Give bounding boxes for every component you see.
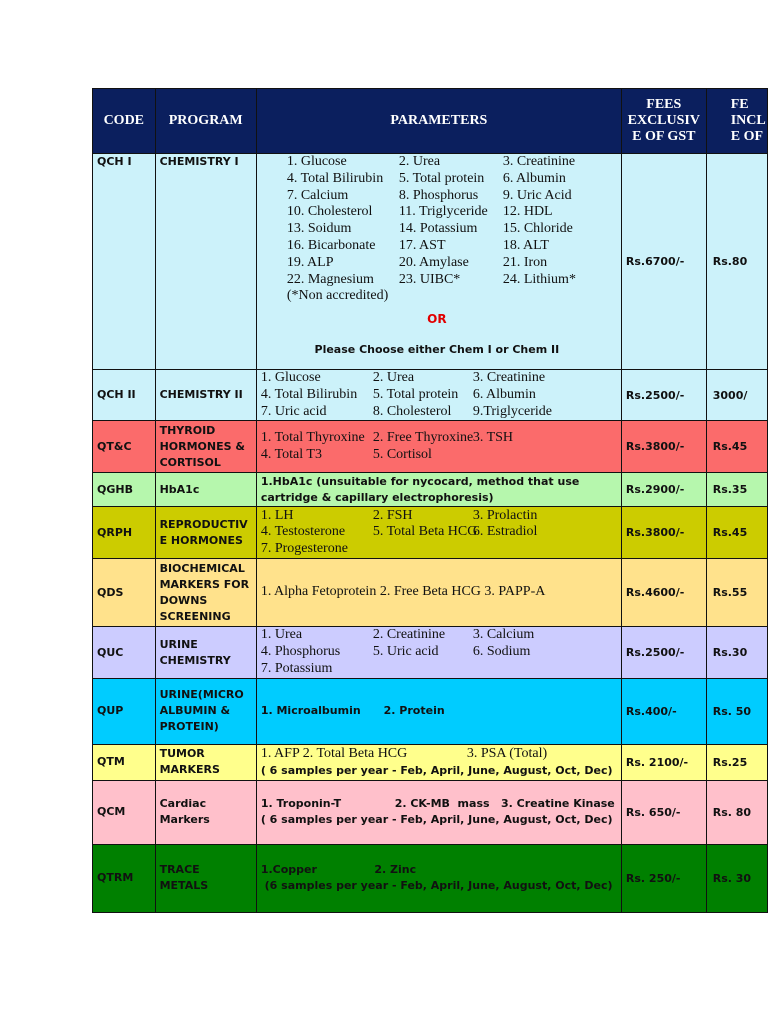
fee-exclusive-gst: Rs.2900/-	[621, 473, 706, 507]
parameter-item: 8. Cholesterol	[372, 403, 452, 419]
row-parameters	[256, 154, 621, 370]
parameter-item: 2. Urea	[398, 154, 441, 169]
table-row	[93, 154, 768, 370]
parameter-item: 6. Estradiol	[472, 524, 538, 540]
row-program: HbA1c	[155, 473, 256, 507]
parameter-item: 4. Total Bilirubin	[260, 386, 358, 402]
table-row	[93, 744, 768, 780]
header-parameters: PARAMETERS	[256, 89, 621, 154]
parameter-item: 2. Free Thyroxine	[372, 430, 474, 446]
parameter-item: 18. ALT	[502, 237, 549, 253]
header-fees-inclusive: FE INCL E OF	[706, 89, 767, 154]
parameter-item: 5. Total Beta HCG	[372, 524, 478, 540]
parameter-line	[287, 204, 617, 221]
row-code: QRPH	[93, 507, 156, 559]
table-row	[93, 370, 768, 421]
parameter-item: 7. Progesterone	[260, 541, 348, 557]
table-row	[93, 421, 768, 473]
fee-exclusive-gst: Rs.2500/-	[621, 627, 706, 678]
parameter-item: 19. ALP	[286, 254, 334, 270]
fee-inclusive-gst: Rs. 30	[706, 844, 767, 912]
parameter-item: 1. AFP 2. Total Beta HCG	[260, 745, 408, 761]
fee-exclusive-gst: Rs.3800/-	[621, 507, 706, 559]
parameter-line	[261, 387, 617, 404]
row-program: CHEMISTRY I	[155, 154, 256, 370]
table-row	[93, 559, 768, 627]
row-program: CHEMISTRY II	[155, 370, 256, 421]
fee-inclusive-gst: Rs.55	[706, 559, 767, 627]
parameter-item: 23. UIBC*	[398, 271, 461, 287]
parameter-item: 3. Prolactin	[472, 507, 538, 523]
table-row	[93, 473, 768, 507]
parameter-line	[287, 288, 617, 305]
row-parameters	[256, 559, 621, 627]
row-code: QCM	[93, 780, 156, 844]
row-code: QCH II	[93, 370, 156, 421]
parameter-item: 5. Total protein	[372, 386, 459, 402]
parameter-line	[261, 404, 617, 421]
parameter-line	[261, 541, 617, 558]
row-program: TUMOR MARKERS	[155, 744, 256, 780]
row-program: TRACE METALS	[155, 844, 256, 912]
choose-note: Please Choose either Chem I or Chem II	[314, 342, 560, 356]
parameter-text: 1. Microalbumin 2. Protein	[260, 704, 445, 718]
parameter-item: 3. TSH	[472, 430, 514, 446]
sample-schedule-note: ( 6 samples per year - Feb, April, June, August, Oct, Dec)	[260, 813, 613, 827]
fee-inclusive-gst: Rs.25	[706, 744, 767, 780]
fee-exclusive-gst: Rs.3800/-	[621, 421, 706, 473]
or-label: OR	[427, 312, 447, 327]
parameter-item: 5. Cortisol	[372, 446, 432, 462]
header-program: PROGRAM	[155, 89, 256, 154]
row-parameters	[256, 370, 621, 421]
parameter-line	[261, 508, 617, 525]
program-fee-table	[92, 88, 768, 913]
row-code: QTRM	[93, 844, 156, 912]
parameter-item: 5. Total protein	[398, 170, 485, 186]
parameter-line	[261, 627, 617, 644]
header-fees-exclusive: FEES EXCLUSIV E OF GST	[621, 89, 706, 154]
row-code: QT&C	[93, 421, 156, 473]
parameter-item: 3. Calcium	[472, 627, 535, 643]
row-code: QGHB	[93, 473, 156, 507]
parameter-item: 13. Soidum	[286, 221, 352, 237]
fee-inclusive-gst: Rs.45	[706, 507, 767, 559]
parameter-line	[261, 524, 617, 541]
parameter-item: 16. Bicarbonate	[286, 237, 376, 253]
parameter-item: 12. HDL	[502, 204, 553, 220]
row-parameters	[256, 780, 621, 844]
fee-inclusive-gst: Rs.30	[706, 627, 767, 678]
header-code: CODE	[93, 89, 156, 154]
table-row	[93, 678, 768, 744]
parameter-line	[261, 644, 617, 661]
parameter-item: 3. Creatinine	[472, 370, 546, 385]
row-program: Cardiac Markers	[155, 780, 256, 844]
fee-exclusive-gst: Rs.6700/-	[621, 154, 706, 370]
parameter-line	[261, 447, 617, 464]
parameter-text: 1. Troponin-T 2. CK-MB mass 3. Creatine Kinase	[260, 797, 615, 811]
row-program: URINE(MICRO ALBUMIN & PROTEIN)	[155, 678, 256, 744]
parameter-item: 9.Triglyceride	[472, 403, 553, 419]
parameter-item: 4. Phosphorus	[260, 644, 341, 660]
parameter-item: 6. Sodium	[472, 644, 531, 660]
row-code: QUP	[93, 678, 156, 744]
fee-exclusive-gst: Rs. 250/-	[621, 844, 706, 912]
parameter-item: 4. Testosterone	[260, 524, 346, 540]
parameter-line	[287, 238, 617, 255]
parameter-item: 5. Uric acid	[372, 644, 439, 660]
parameter-item: 1. Urea	[260, 627, 303, 643]
row-parameters	[256, 844, 621, 912]
parameter-item: 6. Albumin	[472, 386, 536, 402]
row-parameters	[256, 627, 621, 678]
parameter-line	[287, 188, 617, 205]
parameter-item: 1. Total Thyroxine	[260, 430, 365, 446]
fee-exclusive-gst: Rs.400/-	[621, 678, 706, 744]
parameter-item: 15. Chloride	[502, 221, 573, 237]
fee-inclusive-gst: Rs. 80	[706, 780, 767, 844]
row-parameters	[256, 507, 621, 559]
row-parameters	[256, 421, 621, 473]
header-row	[93, 89, 768, 154]
sample-schedule-note: ( 6 samples per year - Feb, April, June, August, Oct, Dec)	[260, 763, 613, 777]
parameter-line	[261, 370, 617, 387]
row-code: QCH I	[93, 154, 156, 370]
parameter-item: 11. Triglyceride	[398, 204, 488, 220]
parameter-text: 1.Copper 2. Zinc	[260, 863, 417, 877]
parameter-line	[287, 255, 617, 272]
parameter-item: 7. Calcium	[286, 187, 349, 203]
parameter-item: 24. Lithium*	[502, 271, 576, 287]
parameter-item: 4. Total T3	[260, 446, 322, 462]
parameter-item: 14. Potassium	[398, 221, 478, 237]
row-parameters	[256, 744, 621, 780]
fee-inclusive-gst: Rs.45	[706, 421, 767, 473]
parameter-line	[261, 430, 617, 447]
parameter-item: 2. Urea	[372, 370, 415, 385]
fee-exclusive-gst: Rs. 2100/-	[621, 744, 706, 780]
fee-inclusive-gst: Rs. 50	[706, 678, 767, 744]
parameter-item: 17. AST	[398, 237, 446, 253]
parameter-item: 7. Uric acid	[260, 403, 327, 419]
parameter-item: 1. Glucose	[286, 154, 347, 169]
parameter-item: 1. LH	[260, 507, 294, 523]
parameter-item: (*Non accredited)	[286, 288, 389, 304]
fee-exclusive-gst: Rs.2500/-	[621, 370, 706, 421]
table-row	[93, 507, 768, 559]
row-program: THYROID HORMONES & CORTISOL	[155, 421, 256, 473]
row-parameters	[256, 678, 621, 744]
parameter-line	[287, 171, 617, 188]
parameter-item: 22. Magnesium	[286, 271, 374, 287]
parameter-line	[287, 221, 617, 238]
parameter-line	[287, 272, 617, 289]
row-parameters	[256, 473, 621, 507]
parameter-item: 6. Albumin	[502, 170, 566, 186]
parameter-item: 2. FSH	[372, 507, 413, 523]
parameter-item: 4. Total Bilirubin	[286, 170, 384, 186]
row-program: REPRODUCTIV E HORMONES	[155, 507, 256, 559]
parameter-text: 1.HbA1c (unsuitable for nycocard, method that use cartridge & capillary electrophoresis)	[260, 474, 584, 504]
table-row	[93, 844, 768, 912]
parameter-item: 2. Creatinine	[372, 627, 446, 643]
parameter-line	[261, 661, 617, 678]
table-row	[93, 780, 768, 844]
parameter-item: 10. Cholesterol	[286, 204, 373, 220]
row-code: QUC	[93, 627, 156, 678]
fee-exclusive-gst: Rs.4600/-	[621, 559, 706, 627]
fee-inclusive-gst: 3000/	[706, 370, 767, 421]
fee-inclusive-gst: Rs.80	[706, 154, 767, 370]
fee-exclusive-gst: Rs. 650/-	[621, 780, 706, 844]
parameter-item: 9. Uric Acid	[502, 187, 572, 203]
fee-inclusive-gst: Rs.35	[706, 473, 767, 507]
table-row	[93, 627, 768, 678]
row-code: QTM	[93, 744, 156, 780]
row-program: URINE CHEMISTRY	[155, 627, 256, 678]
parameter-line	[261, 746, 617, 763]
row-code: QDS	[93, 559, 156, 627]
parameter-line	[287, 154, 617, 171]
row-program: BIOCHEMICAL MARKERS FOR DOWNS SCREENING	[155, 559, 256, 627]
parameter-item: 21. Iron	[502, 254, 548, 270]
parameter-item: 20. Amylase	[398, 254, 469, 270]
parameter-item: 1. Glucose	[260, 370, 321, 385]
parameter-item: 7. Potassium	[260, 660, 333, 676]
parameter-item: 8. Phosphorus	[398, 187, 479, 203]
parameter-text: 1. Alpha Fetoprotein 2. Free Beta HCG 3. PAPP-A	[260, 584, 546, 600]
sample-schedule-note: (6 samples per year - Feb, April, June, August, Oct, Dec)	[260, 879, 613, 893]
parameter-item: 3. PSA (Total)	[466, 745, 548, 761]
parameter-item: 3. Creatinine	[502, 154, 576, 169]
